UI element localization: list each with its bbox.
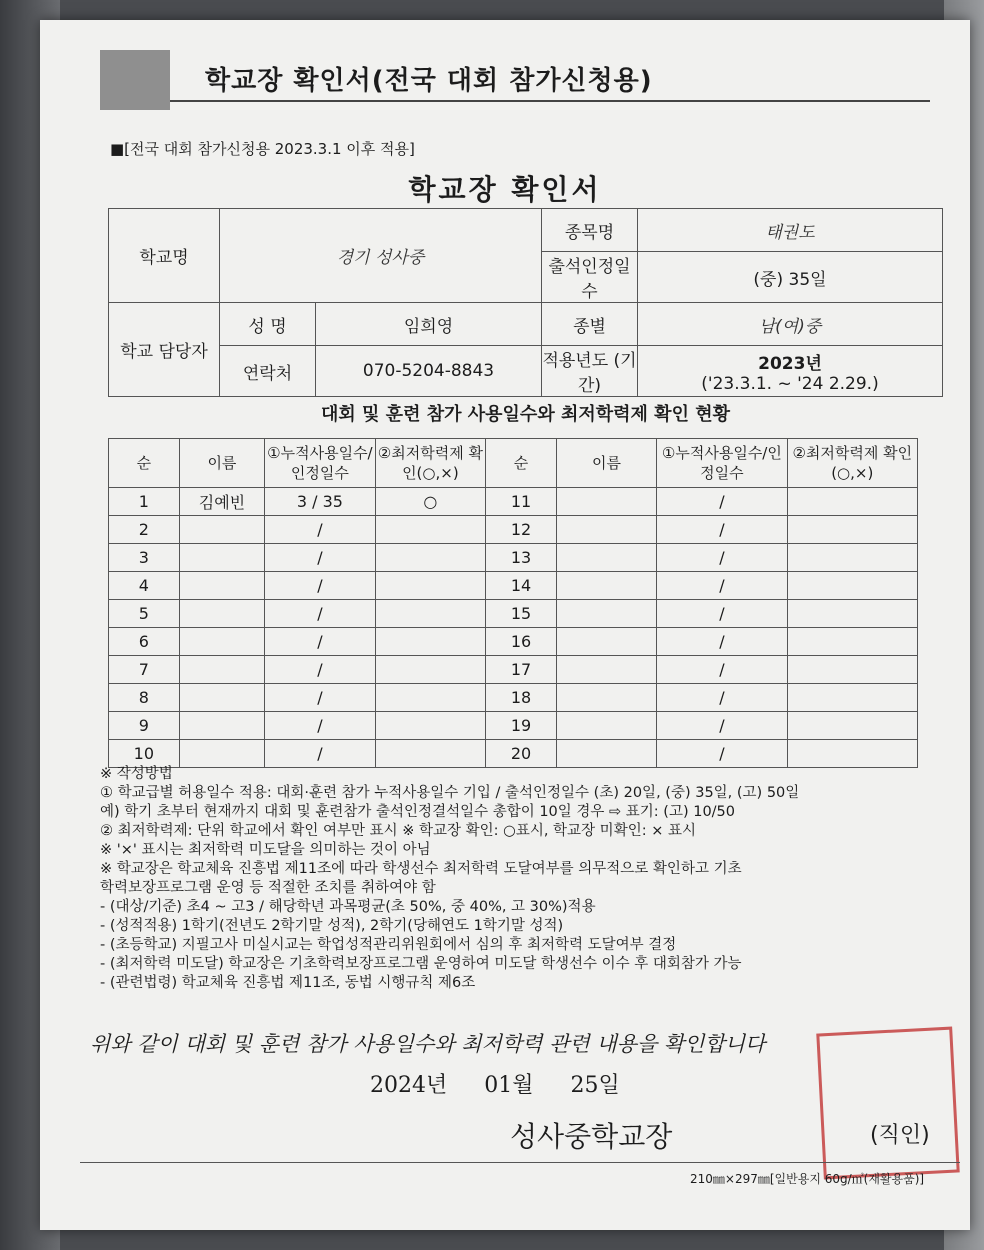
cell-days: / (657, 544, 787, 572)
official-seal (816, 1027, 959, 1180)
note-line: - (대상/기준) 초4 ~ 고3 / 해당학년 과목평균(초 50%, 중 40%, 고 30%)적용 (100, 899, 596, 915)
cell-name (556, 600, 656, 628)
school-label: 학교명 (109, 209, 220, 303)
cell-no: 3 (109, 544, 180, 572)
cell-days: / (657, 572, 787, 600)
table-row (109, 572, 918, 600)
cell-days: / (265, 712, 375, 740)
cell-check (787, 488, 917, 516)
header-name-right: 이름 (556, 439, 656, 488)
usage-table (108, 438, 918, 768)
cell-name (179, 600, 265, 628)
cell-days: / (657, 656, 787, 684)
cell-no: 1 (109, 488, 180, 516)
attend-label: 출석인정일수 (542, 252, 638, 303)
cell-name (556, 544, 656, 572)
cell-days: / (265, 572, 375, 600)
cell-check (787, 712, 917, 740)
note-line: - (초등학교) 지필고사 미실시교는 학업성적관리위원회에서 심의 후 최저학력 도달여부 결정 (100, 937, 677, 953)
cell-name (556, 684, 656, 712)
cell-check (375, 572, 486, 600)
cell-check (787, 684, 917, 712)
usage-table-body (109, 488, 918, 768)
footer-rule (80, 1162, 960, 1163)
cell-days: / (657, 712, 787, 740)
phone-label: 연락처 (220, 346, 316, 397)
note-line: ② 최저학력제: 단위 학교에서 확인 여부만 표시 ※ 학교장 확인: ○표시, 학교장 미확인: × 표시 (100, 823, 696, 839)
note-line: - (최저학력 미도달) 학교장은 기초학력보장프로그램 운영하여 미도달 학생선수 이수 후 대회참가 가능 (100, 956, 742, 972)
cell-days: / (265, 516, 375, 544)
cell-name (556, 656, 656, 684)
top-title: 학교장 확인서(전국 대회 참가신청용) (205, 66, 653, 96)
note-line: 예) 학기 초부터 현재까지 대회 및 훈련참가 출석인정결석일수 총합이 10일 경우 ⇨ 표기: (고) 10/50 (100, 804, 736, 820)
note-line: - (관련법령) 학교체육 진흥법 제11조, 동법 시행규칙 제6조 (100, 975, 476, 991)
table-row (109, 516, 918, 544)
cell-check (375, 684, 486, 712)
cell-no: 9 (109, 712, 180, 740)
cell-no: 4 (109, 572, 180, 600)
confirm-text: 위와 같이 대회 및 훈련 참가 사용일수와 최저학력 관련 내용을 확인합니다 (90, 1032, 766, 1056)
year-value: 2023년 (758, 353, 822, 374)
cell-no: 2 (109, 516, 180, 544)
cell-name (556, 516, 656, 544)
cell-check (375, 656, 486, 684)
cell-check (787, 600, 917, 628)
cell-no: 8 (109, 684, 180, 712)
cell-days: / (265, 684, 375, 712)
contact-label: 학교 담당자 (109, 303, 220, 397)
section-title: 대회 및 훈련 참가 사용일수와 최저학력제 확인 현황 (320, 404, 730, 425)
cell-no: 11 (486, 488, 557, 516)
cell-no: 6 (109, 628, 180, 656)
cell-name (179, 572, 265, 600)
cell-days: / (265, 656, 375, 684)
cell-days: / (657, 684, 787, 712)
cell-no: 20 (486, 740, 557, 768)
table-row (109, 656, 918, 684)
cell-check (787, 656, 917, 684)
gender-value: 남(여)중 (638, 303, 943, 346)
cell-name (179, 656, 265, 684)
cell-name (556, 572, 656, 600)
cell-check (787, 628, 917, 656)
cell-no: 12 (486, 516, 557, 544)
cell-days: / (657, 740, 787, 768)
info-table (108, 208, 943, 397)
cell-check (787, 740, 917, 768)
cell-no: 13 (486, 544, 557, 572)
document-paper (40, 20, 970, 1230)
table-row (109, 740, 918, 768)
cell-no: 17 (486, 656, 557, 684)
table-row (109, 628, 918, 656)
subhead: ■[전국 대회 참가신청용 2023.3.1 이후 적용] (110, 140, 415, 158)
phone-value: 070-5204-8843 (316, 346, 542, 397)
note-line: - (성적적용) 1학기(전년도 2학기말 성적), 2학기(당해연도 1학기말 성적) (100, 918, 564, 934)
year-cell (638, 346, 943, 397)
seal-note: (직인) (870, 1123, 930, 1148)
cell-check (787, 516, 917, 544)
header-no-right: 순 (486, 439, 557, 488)
cell-name (556, 712, 656, 740)
cell-name (179, 684, 265, 712)
school-value: 경기 성사중 (220, 209, 542, 303)
table-row (109, 600, 918, 628)
cell-check (787, 572, 917, 600)
note-line: ※ 작성방법 (100, 766, 173, 782)
name-value: 임희영 (316, 303, 542, 346)
cell-days: 3 / 35 (265, 488, 375, 516)
cell-check (787, 544, 917, 572)
cell-no: 14 (486, 572, 557, 600)
cell-days: / (265, 740, 375, 768)
cell-name (556, 740, 656, 768)
header-name-left: 이름 (179, 439, 265, 488)
note-line: 학력보장프로그램 운영 등 적절한 조치를 취하여야 함 (100, 880, 436, 896)
header-check-right: ②최저학력제 확인(○,×) (787, 439, 917, 488)
gender-label: 종별 (542, 303, 638, 346)
table-row (109, 712, 918, 740)
cell-name (556, 628, 656, 656)
paper-spec: 210㎜×297㎜[일반용지 60g/㎡(재활용품)] (690, 1172, 925, 1186)
header-no-left: 순 (109, 439, 180, 488)
cell-check: ○ (375, 488, 486, 516)
period-value: ('23.3.1. ~ '24 2.29.) (701, 373, 879, 394)
header-days-right: ①누적사용일수/인정일수 (657, 439, 787, 488)
cell-no: 5 (109, 600, 180, 628)
cell-no: 16 (486, 628, 557, 656)
cell-name: 김예빈 (179, 488, 265, 516)
cell-check (375, 740, 486, 768)
attend-value: (중) 35일 (638, 252, 943, 303)
table-row (109, 544, 918, 572)
header-gray-block (100, 50, 170, 110)
cell-check (375, 712, 486, 740)
event-value: 태권도 (638, 209, 943, 252)
name-label: 성 명 (220, 303, 316, 346)
cell-no: 15 (486, 600, 557, 628)
header-days-left: ①누적사용일수/인정일수 (265, 439, 375, 488)
event-label: 종목명 (542, 209, 638, 252)
cell-no: 18 (486, 684, 557, 712)
cell-check (375, 516, 486, 544)
cell-name (179, 628, 265, 656)
table-row (109, 488, 918, 516)
cell-name (179, 544, 265, 572)
top-rule (170, 100, 930, 102)
cell-check (375, 544, 486, 572)
header-check-left: ②최저학력제 확인(○,×) (375, 439, 486, 488)
main-title: 학교장 확인서 (408, 173, 602, 206)
note-line: ① 학교급별 허용일수 적용: 대회·훈련 참가 누적사용일수 기입 / 출석인정일수 (초) 20일, (중) 35일, (고) 50일 (100, 785, 800, 801)
cell-days: / (657, 488, 787, 516)
cell-days: / (265, 600, 375, 628)
year-label: 적용년도 (기간) (542, 346, 638, 397)
cell-no: 19 (486, 712, 557, 740)
cell-no: 10 (109, 740, 180, 768)
note-line: ※ '×' 표시는 최저학력 미도달을 의미하는 것이 아님 (100, 842, 431, 858)
cell-days: / (657, 600, 787, 628)
cell-name (179, 740, 265, 768)
cell-name (179, 516, 265, 544)
cell-name (179, 712, 265, 740)
note-line: ※ 학교장은 학교체육 진흥법 제11조에 따라 학생선수 최저학력 도달여부를 의무적으로 확인하고 기초 (100, 861, 742, 877)
cell-no: 7 (109, 656, 180, 684)
table-row (109, 684, 918, 712)
cell-name (556, 488, 656, 516)
cell-days: / (657, 628, 787, 656)
cell-check (375, 628, 486, 656)
date-text: 2024년 01월 25일 (370, 1073, 620, 1098)
signer: 성사중학교장 (510, 1120, 673, 1153)
cell-days: / (265, 544, 375, 572)
notes (100, 765, 960, 993)
cell-check (375, 600, 486, 628)
cell-days: / (265, 628, 375, 656)
cell-days: / (657, 516, 787, 544)
